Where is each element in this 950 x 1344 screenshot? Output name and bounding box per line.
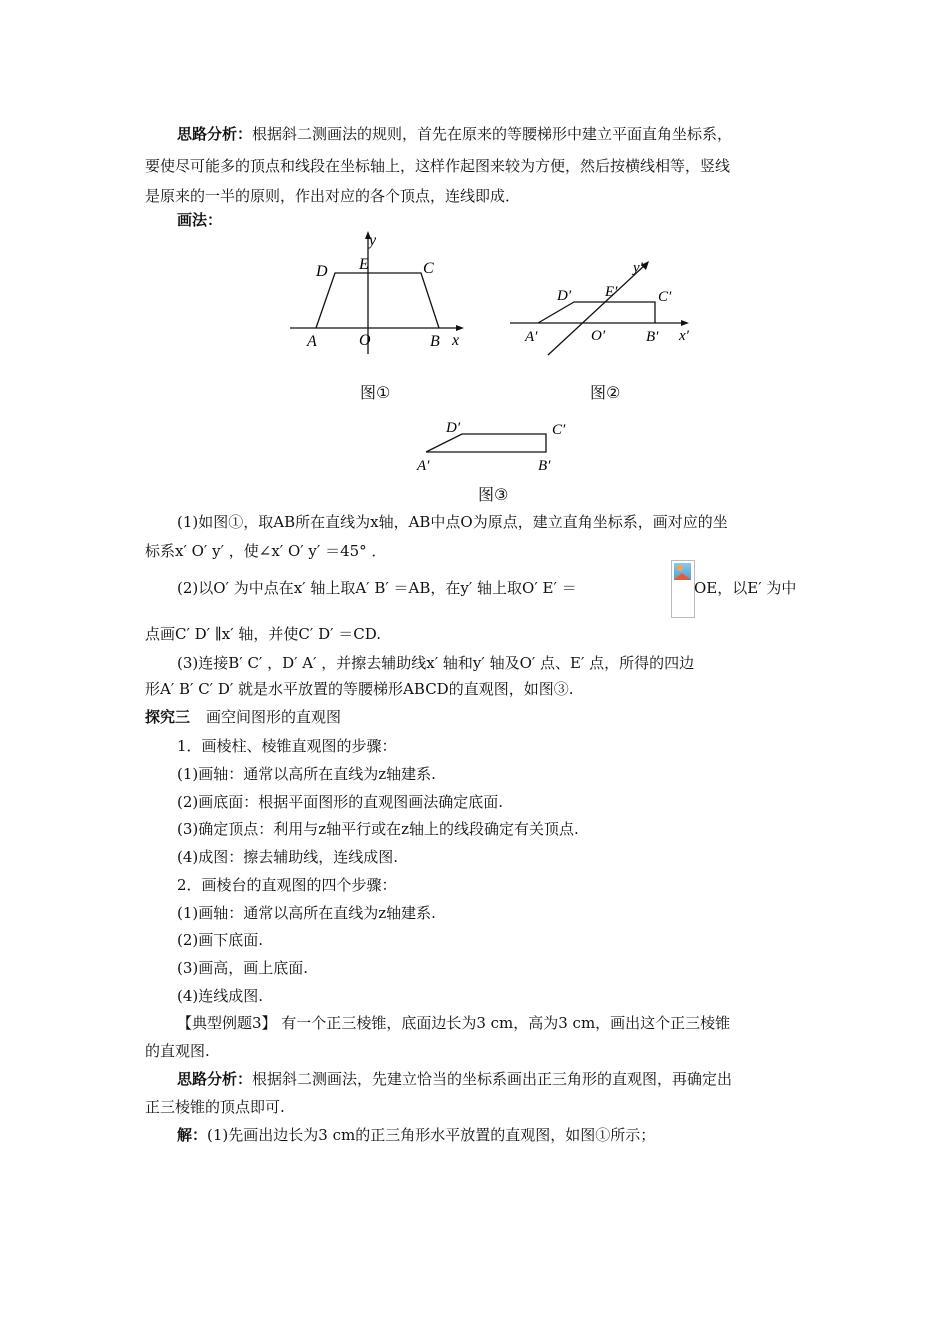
analysis2-line-2: 正三棱锥的顶点即可.: [145, 1098, 285, 1116]
solution-text-1: (1)先画出边长为3 cm的正三角形水平放置的直观图，如图①所示；: [207, 1126, 656, 1144]
fig3-B-label: B′: [538, 458, 551, 474]
figure-1-trapezoid: [280, 228, 480, 356]
section3-title: 画空间图形的直观图: [206, 708, 342, 726]
fig2-x-label: x′: [679, 328, 689, 344]
fig1-y-label: y: [369, 232, 377, 249]
analysis2-line-1: [177, 1069, 732, 1089]
analysis-line-3: 是原来的一半的原则，作出对应的各个顶点，连线即成．: [145, 187, 521, 205]
fig2-D-label: D′: [557, 288, 572, 304]
section3-heading: [145, 707, 341, 727]
fig1-C-label: C: [423, 260, 434, 277]
section3-label: 探究三: [145, 708, 191, 726]
fig2-A-label: A′: [525, 329, 538, 345]
list2-item: (2)画下底面.: [177, 931, 264, 949]
list1-item: (3)确定顶点：利用与z轴平行或在z轴上的线段确定有关顶点.: [177, 820, 579, 838]
fig2-B-label: B′: [646, 329, 659, 345]
list2-heading: 2．画棱台的直观图的四个步骤：: [177, 876, 397, 894]
analysis2-label: 思路分析：: [177, 1070, 253, 1088]
list1-item: (4)成图：擦去辅助线，连线成图.: [177, 848, 399, 866]
analysis-line-2: 要使尽可能多的顶点和线段在坐标轴上，这样作起图来较为方便，然后按横线相等，竖线: [145, 157, 731, 175]
step1-line-2: 标系x′ O′ y′ ，使∠x′ O′ y′ ＝45° ．: [145, 542, 387, 560]
figure-2-oblique: [505, 258, 705, 358]
figure-3-result: [412, 412, 582, 482]
analysis-label: 思路分析：: [177, 125, 253, 143]
list1-item: (2)画底面：根据平面图形的直观图画法确定底面.: [177, 793, 504, 811]
fig1-O-label: O: [359, 332, 371, 349]
solution-label: 解：: [177, 1126, 208, 1144]
analysis2-text-1: 根据斜二测画法，先建立恰当的坐标系画出正三角形的直观图，再确定出: [252, 1070, 733, 1088]
step1-line-1: (1)如图①，取AB所在直线为x轴，AB中点O为原点，建立直角坐标系，画对应的坐: [177, 513, 728, 531]
list2-item: (3)画高，画上底面.: [177, 959, 309, 977]
fig1-D-label: D: [316, 263, 328, 280]
analysis-text-1: 根据斜二测画法的规则，首先在原来的等腰梯形中建立平面直角坐标系，: [252, 125, 733, 143]
step3-line-1: (3)连接B′ C′ ，D′ A′ ，并擦去辅助线x′ 轴和y′ 轴及O′ 点、E′ 点，所得的四边: [177, 654, 695, 672]
fig3-caption: 图③: [478, 485, 509, 504]
huafa-label: 画法：: [177, 211, 223, 229]
fig2-O-label: O′: [591, 328, 606, 344]
fig3-A-label: A′: [417, 458, 430, 474]
fig3-C-label: C′: [552, 422, 566, 438]
fig1-A-label: A: [307, 333, 317, 350]
fig2-E-label: E′: [605, 284, 618, 300]
step2-line-2: 点画C′ D′ ∥x′ 轴，并使C′ D′ ＝CD.: [145, 625, 382, 643]
fig3-D-label: D′: [446, 420, 461, 436]
step2-line-1b: OE，以E′ 为中: [694, 579, 797, 597]
fig2-y-label: y′: [633, 260, 643, 276]
fig1-E-label: E: [359, 256, 369, 273]
fig2-C-label: C′: [658, 289, 672, 305]
fig1-B-label: B: [430, 333, 440, 350]
analysis-line-1: [177, 124, 732, 144]
fig2-caption: 图②: [590, 383, 621, 402]
list2-item: (1)画轴：通常以高所在直线为z轴建系.: [177, 904, 436, 922]
example-line-1: 【典型例题3】 有一个正三棱锥，底面边长为3 cm，高为3 cm，画出这个正三棱锥: [177, 1014, 731, 1032]
step3-line-2: 形A′ B′ C′ D′ 就是水平放置的等腰梯形ABCD的直观图，如图③.: [145, 680, 574, 698]
fig1-caption: 图①: [360, 383, 391, 402]
list1-item: (1)画轴：通常以高所在直线为z轴建系.: [177, 765, 436, 783]
embedded-image-icon: [671, 560, 695, 618]
fig1-x-label: x: [452, 332, 460, 349]
list2-item: (4)连线成图.: [177, 987, 264, 1005]
solution-line-1: [177, 1125, 655, 1145]
example-line-2: 的直观图.: [145, 1042, 210, 1060]
step2-line-1a: (2)以O′ 为中点在x′ 轴上取A′ B′ ＝AB，在y′ 轴上取O′ E′ ＝: [177, 579, 577, 597]
list1-heading: 1．画棱柱、棱锥直观图的步骤：: [177, 737, 397, 755]
